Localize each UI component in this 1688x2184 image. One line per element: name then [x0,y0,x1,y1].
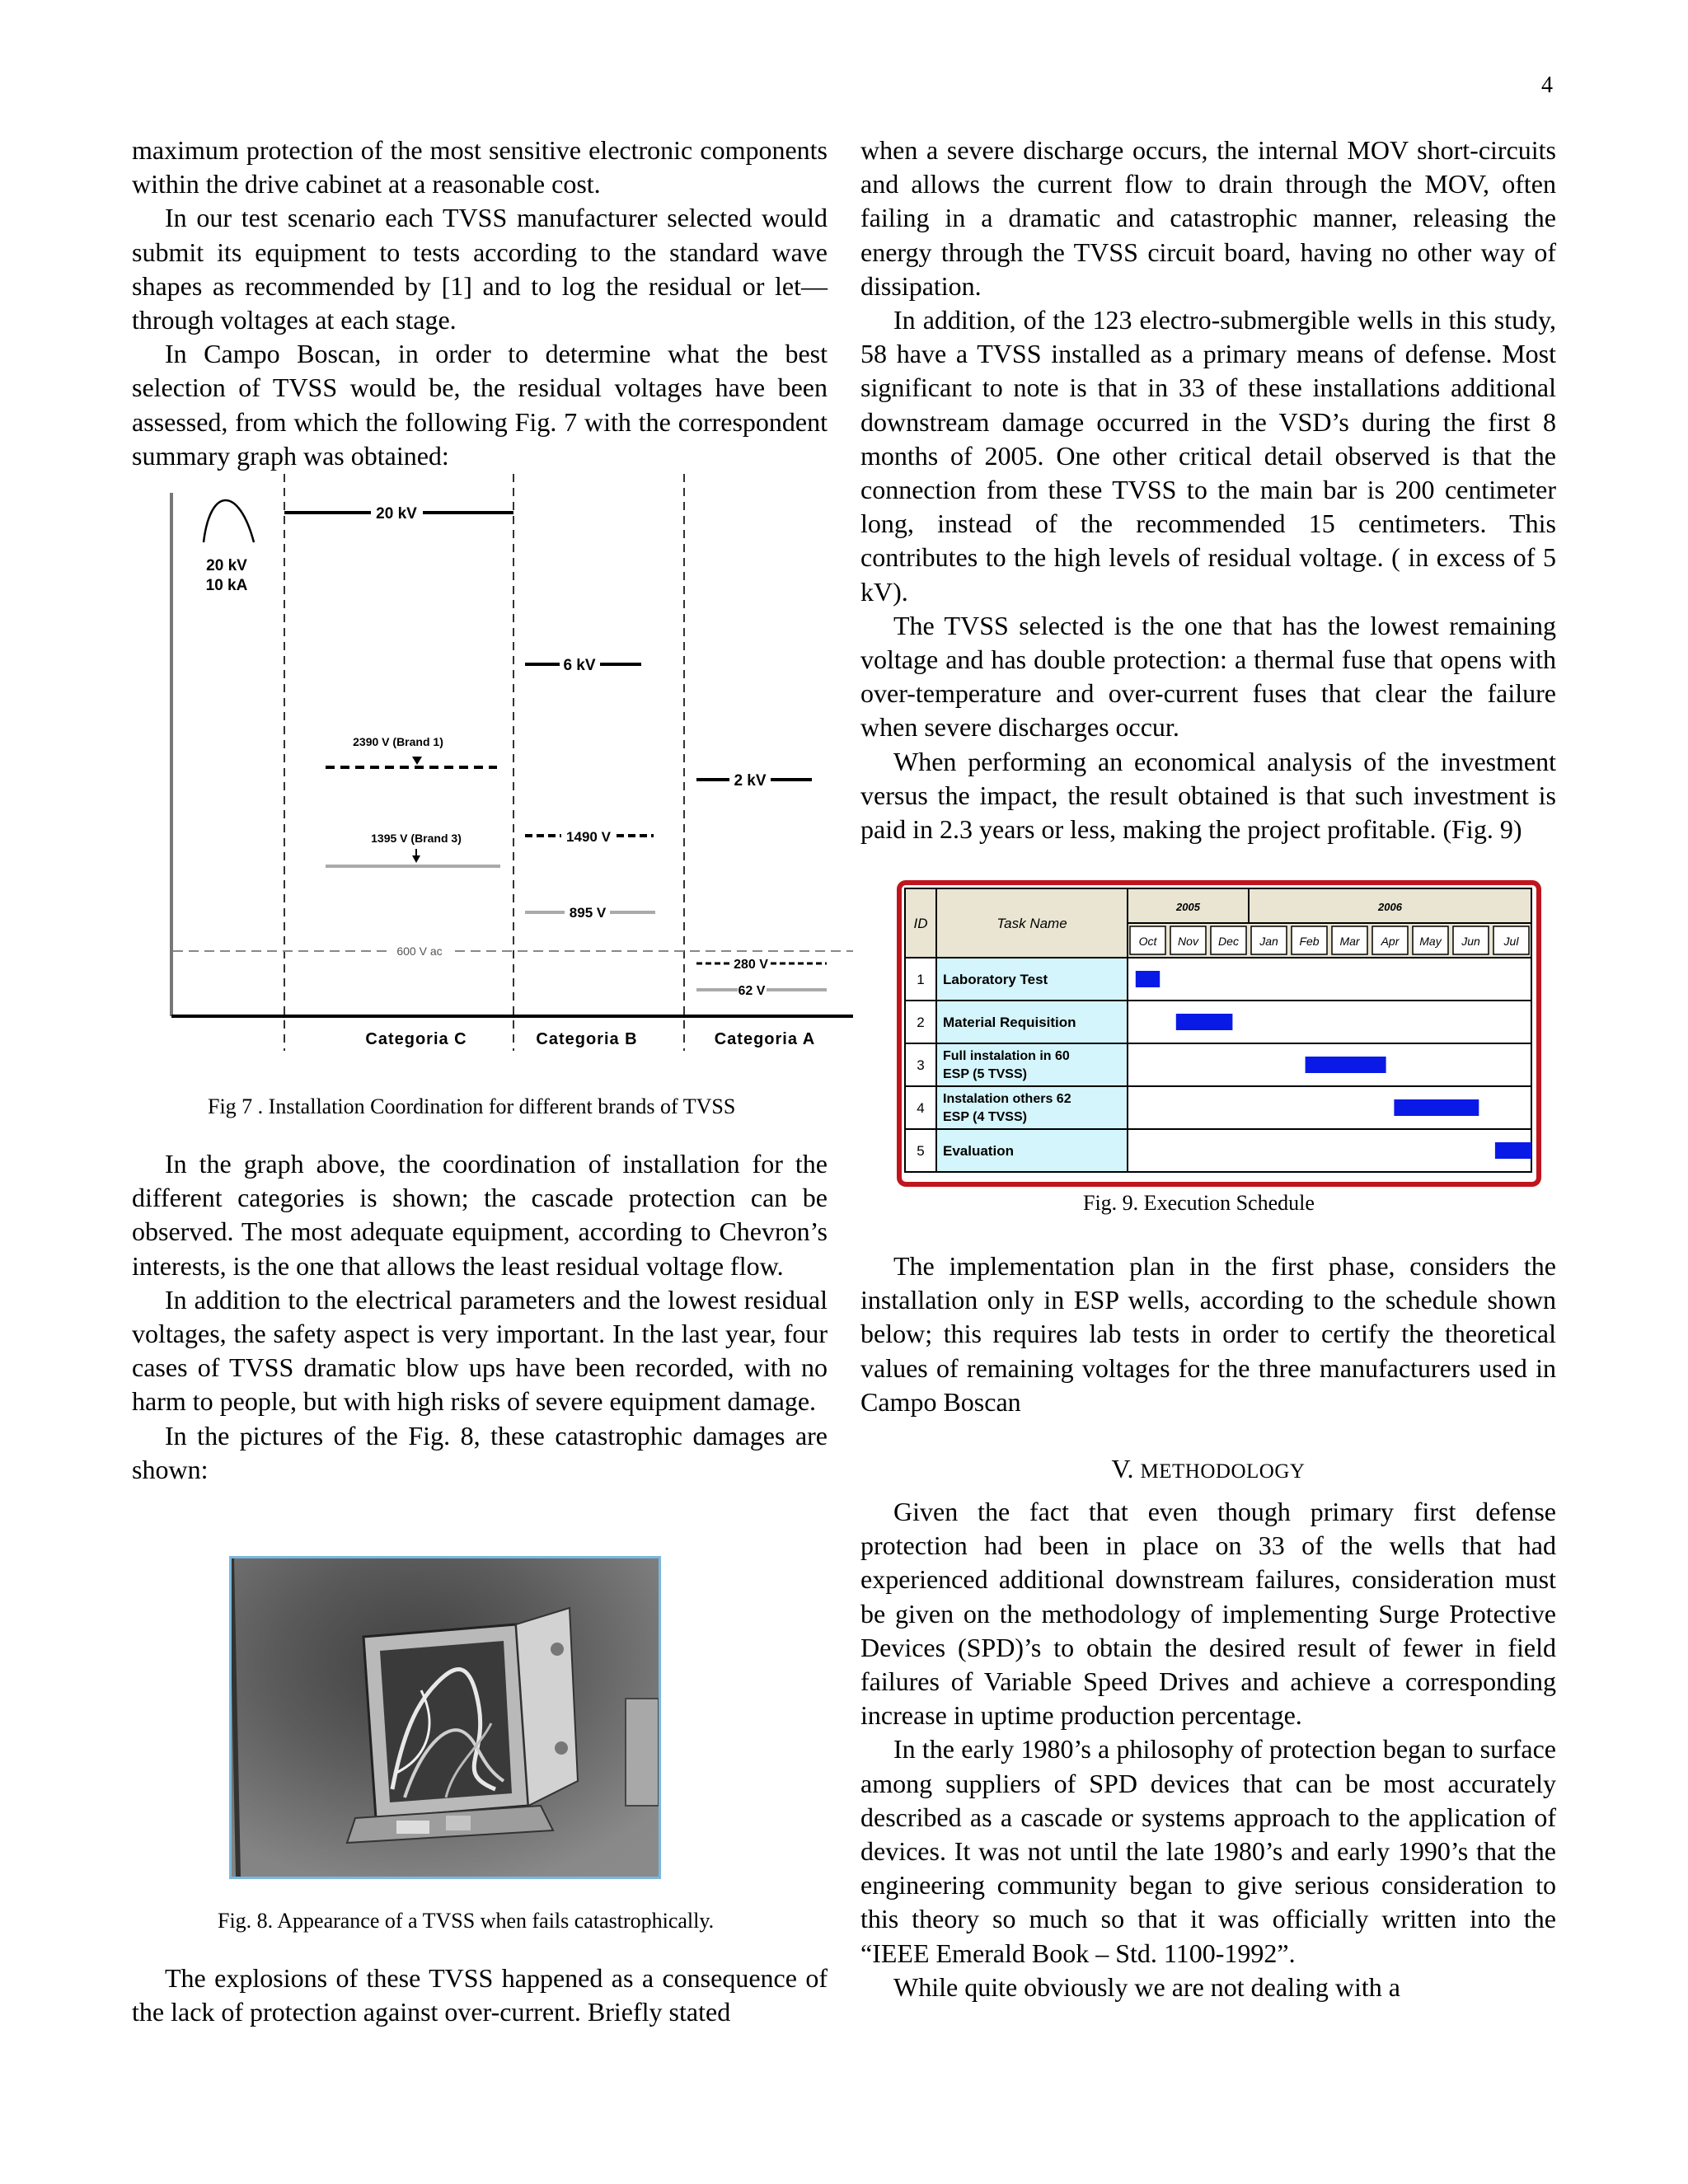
paragraph: In the early 1980’s a philosophy of protection began to surface among suppliers of SPD devices that can be most accurately described as a cascade or systems approach to the application of devices. It was not until the late 1980’s and early 1990’s that the engineering community began to give serious consideration to this theory so much so that it was officially written into the “IEEE Emerald Book – Std. 1100-1992”. [860,1734,1556,1968]
level-label: 2 kV [734,772,767,790]
task-id: 2 [917,1015,925,1030]
page-number: 4 [1541,73,1553,98]
month-label: Mar [1339,935,1360,948]
task-name: Laboratory Test [943,972,1048,987]
right-column-bottom [860,1495,1556,2004]
month-label: Dec [1218,935,1239,948]
paragraph: when a severe discharge occurs, the internal MOV short-circuits and allows the current flow to drain through the MOV, often failing in a dramatic and catastrophic manner, releasing the energy through the TVSS circuit board, having no other way of dissipation. [860,135,1556,301]
paragraph: In addition, of the 123 electro-submergible wells in this study, 58 have a TVSS installed as a primary means of defense. Most significant to note is that in 33 of these installations additional downstream damage occurred in the VSD’s during the first 8 months of 2005. One other critical detail observed is that the connection from these TVSS to the main bar is 200 centimeter long, instead of the recommended 15 centimeters. This contributes to the high levels of residual voltage. ( in excess of 5 kV). [860,305,1556,607]
month-label: Jan [1259,935,1278,948]
task-bar [1176,1014,1233,1030]
month-label: Oct [1138,935,1157,948]
fig7-separators [284,474,684,1051]
category-label: Categoria B [536,1030,638,1048]
task-bar [1306,1057,1386,1073]
level-label: 62 V [738,984,766,998]
task-name: ESP (4 TVSS) [943,1110,1027,1124]
right-column-top [860,134,1556,846]
gantt-table [899,883,1539,1184]
month-label: Nov [1178,935,1198,948]
fig8-photo [229,1556,661,1879]
left-column-mid [132,1147,828,1487]
paragraph: In the pictures of the Fig. 8, these catastrophic damages are shown: [132,1420,828,1484]
task-timeline-cell [1128,958,1531,1001]
category-label: Categoria C [365,1030,467,1048]
fig7-axes [171,493,853,1016]
task-id: 1 [917,972,925,987]
level-label: 1395 V (Brand 3) [371,832,462,845]
fig9-caption: Fig. 9. Execution Schedule [1083,1191,1315,1215]
paragraph: maximum protection of the most sensitive electronic components within the drive cabinet at a reasonable cost. [132,135,828,199]
task-name: Instalation others 62 [943,1092,1071,1106]
left-column-bottom [132,1961,828,2029]
fig7-surge-label: 20 kV [206,557,247,574]
level-label: 1490 V [566,829,611,845]
damaged-tvss-image [232,1558,659,1877]
month-label: Apr [1381,935,1400,948]
level-label: 20 kV [376,505,417,523]
fig7-caption: Fig 7 . Installation Coordination for different brands of TVSS [208,1094,736,1118]
month-label: May [1419,935,1442,948]
paragraph: In Campo Boscan, in order to determine what the best selection of TVSS would be, the residual voltages have been assessed, from which the following Fig. 7 with the correspondent summary graph was obtained: [132,339,828,471]
task-id: 4 [917,1100,925,1116]
right-column-mid [860,1249,1556,1419]
fig7-coordination-chart [161,470,861,1055]
section-number: V. [1111,1454,1134,1483]
task-timeline-cell [1128,1129,1531,1172]
section-title: METHODOLOGY [1140,1460,1306,1483]
paragraph: The TVSS selected is the one that has the lowest remaining voltage and has double protection: a thermal fuse that opens with over-temperature and over-current fuses that clear the failure when severe discharges occur. [860,610,1556,743]
task-name: Material Requisition [943,1015,1076,1030]
level-label: 895 V [569,905,607,921]
month-label: Feb [1299,935,1320,948]
task-bar [1495,1142,1531,1159]
header-id: ID [913,916,928,931]
year-label: 2005 [1176,901,1200,913]
fig7-surge-label: 10 kA [205,577,248,594]
month-label: Jul [1503,935,1519,948]
paragraph: The explosions of these TVSS happened as a consequence of the lack of protection against over-current. Briefly stated [132,1963,828,2027]
section-heading [860,1454,1556,1484]
surge-wave-icon [204,500,254,542]
task-name: Evaluation [943,1143,1014,1159]
task-bar [1136,971,1160,987]
task-bar [1394,1099,1479,1116]
level-label: 2390 V (Brand 1) [353,735,443,748]
paragraph: In the graph above, the coordination of installation for the different categories is shown; the cascade protection can be observed. The most adequate equipment, according to Chevron’s interests, is the one that allows the least residual voltage flow. [132,1149,828,1281]
paragraph: Given the fact that even though primary first defense protection had been in place on 33 of the wells that had experienced additional downstream failures, consideration must be given on the methodology of implementing Surge Protective Devices (SPD)’s to obtain the desired result of fewer in field failures of Variable Speed Drives and achieve a corresponding increase in uptime production percentage. [860,1497,1556,1731]
task-id: 3 [917,1057,925,1073]
paragraph: When performing an economical analysis of the investment versus the impact, the result obtained is that such investment is paid in 2.3 years or less, making the project profitable. (Fig. 9) [860,746,1556,845]
paragraph: In addition to the electrical parameters and the lowest residual voltages, the safety aspect is very important. In the last year, four cases of TVSS dramatic blow ups have been recorded, with no harm to people, but with high risks of severe equipment damage. [132,1284,828,1417]
level-label: 6 kV [563,657,596,674]
header-task-name: Task Name [996,916,1067,931]
task-name: ESP (5 TVSS) [943,1067,1027,1081]
year-label: 2006 [1378,901,1402,913]
paragraph: The implementation plan in the first phase, considers the installation only in ESP wells, according to the schedule shown below; this requires lab tests in order to certify the theoretical values of remaining voltages for the three manufacturers used in Campo Boscan [860,1251,1556,1417]
task-name: Full instalation in 60 [943,1049,1070,1063]
level-label: 280 V [734,958,768,972]
left-column-top [132,134,828,473]
paragraph: While quite obviously we are not dealing with a [893,1971,1400,2002]
fig8-caption: Fig. 8. Appearance of a TVSS when fails catastrophically. [218,1909,715,1933]
task-id: 5 [917,1143,925,1159]
fig7-ac-label: 600 V ac [396,944,443,958]
category-label: Categoria A [714,1030,816,1048]
fig9-schedule-chart [897,880,1541,1187]
month-label: Jun [1461,935,1480,948]
paragraph: In our test scenario each TVSS manufacturer selected would submit its equipment to tests according to the standard wave shapes as recommended by [1] and to log the residual or let—through voltages at each stage. [132,203,828,335]
